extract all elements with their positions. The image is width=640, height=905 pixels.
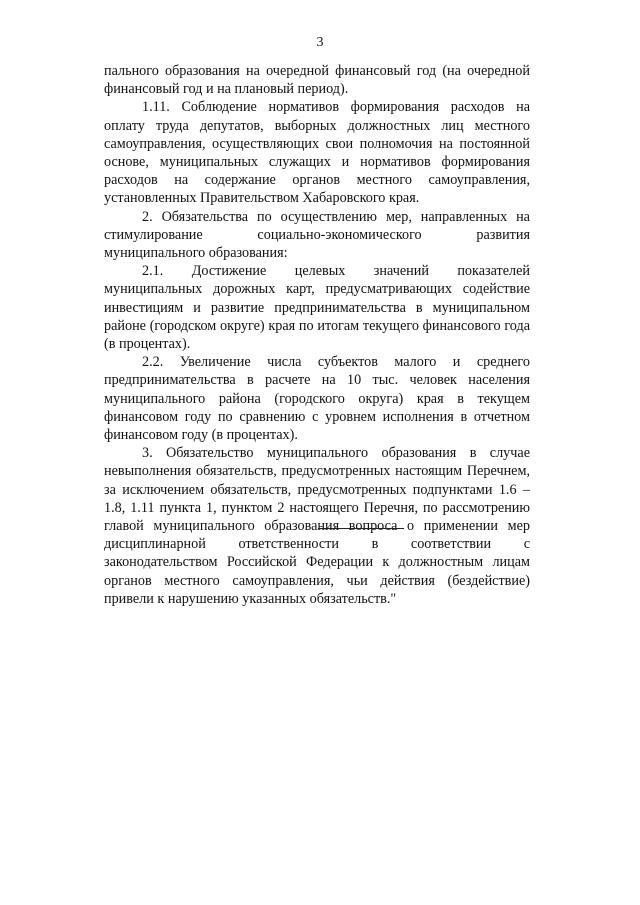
page-number: 3 (316, 35, 324, 50)
document-body (104, 62, 530, 608)
paragraph-1-11: 1.11. Соблюдение нормативов формирования расходов на оплату труда депутатов, выборных должностных лиц местного самоуправления, осуществляющих свои полномочия на постоянной основе, муниципальных служащих и нормативов формирования расходов на содержание органов местного самоуправления, установленных Правительством Хабаровского края. (104, 99, 530, 207)
paragraph-2-2: 2.2. Увеличение числа субъектов малого и среднего предпринимательства в расчете на 10 тыс. человек населения муниципального района (городского округа) края в текущем финансовом году по сравнению с уровнем исполнения в отчетном финансовом году (в процентах). (104, 354, 530, 444)
paragraph-2: 2. Обязательства по осуществлению мер, направленных на стимулирование социально-экономического развития муниципального образования: (104, 208, 530, 262)
end-separator-line (318, 528, 404, 529)
paragraph-3: 3. Обязательство муниципального образования в случае невыполнения обязательств, предусмотренных настоящим Перечнем, за исключением обязательств, предусмотренных подпунктами 1.6 – 1.8, 1.11 пункта 1, пунктом 2 настоящего Перечня, по рассмотрению главой муниципального образования вопроса о применении мер дисциплинарной ответственности в соответствии с законодательством Российской Федерации к должностным лицам органов местного самоуправления, чьи действия (бездействие) привели к нарушению указанных обязательств." (104, 445, 530, 607)
paragraph-continuation: пального образования на очередной финансовый год (на очередной финансовый год и на плановый период). (104, 63, 530, 98)
paragraph-2-1: 2.1. Достижение целевых значений показателей муниципальных дорожных карт, предусматривающих содействие инвестициям и развитие предпринимательства в муниципальном районе (городском округе) края по итогам текущего финансового года (в процентах). (104, 263, 530, 353)
